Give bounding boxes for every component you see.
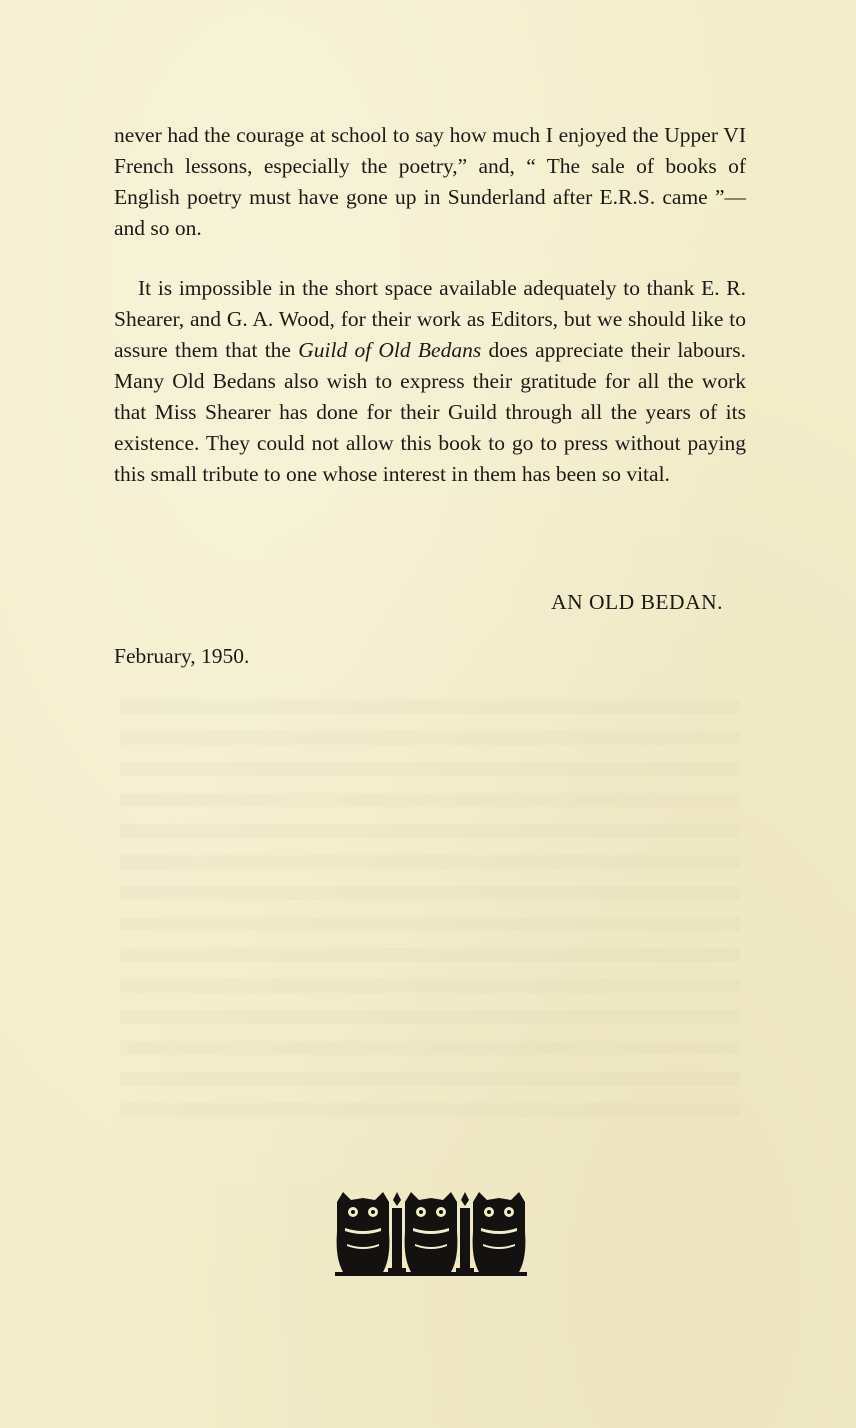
paragraph-quote-continuation: never had the courage at school to say how much I enjoyed the Upper VI French lessons, especially the poetry,” and, “ The sale of books of English poetry must have gone up in Sunderland after E.R.S. came ”—and so on. (114, 123, 746, 240)
show-through-texture (120, 700, 740, 1130)
guild-name-italic: Guild of Old Bedans (298, 338, 482, 362)
signature-line: AN OLD BEDAN. (551, 590, 723, 614)
paragraph-editors-tribute (114, 273, 746, 490)
three-owls-emblem-icon (333, 1188, 529, 1280)
tribute-text-end: does appreciate their labours. Many Old Bedans also wish to express their gratitude for all the work that Miss Shearer has done for their Guild through all the years of its existence. They could not allow this book to go to press without paying this small tribute to one whose interest in them has been so vital. (114, 338, 746, 486)
date-line: February, 1950. (114, 644, 250, 668)
tribute-text-start: It is impossible in the short space available adequately to thank E. R. Shearer, and G. A. Wood, for their work as Editors, but we should like to assure them that the (114, 276, 746, 362)
